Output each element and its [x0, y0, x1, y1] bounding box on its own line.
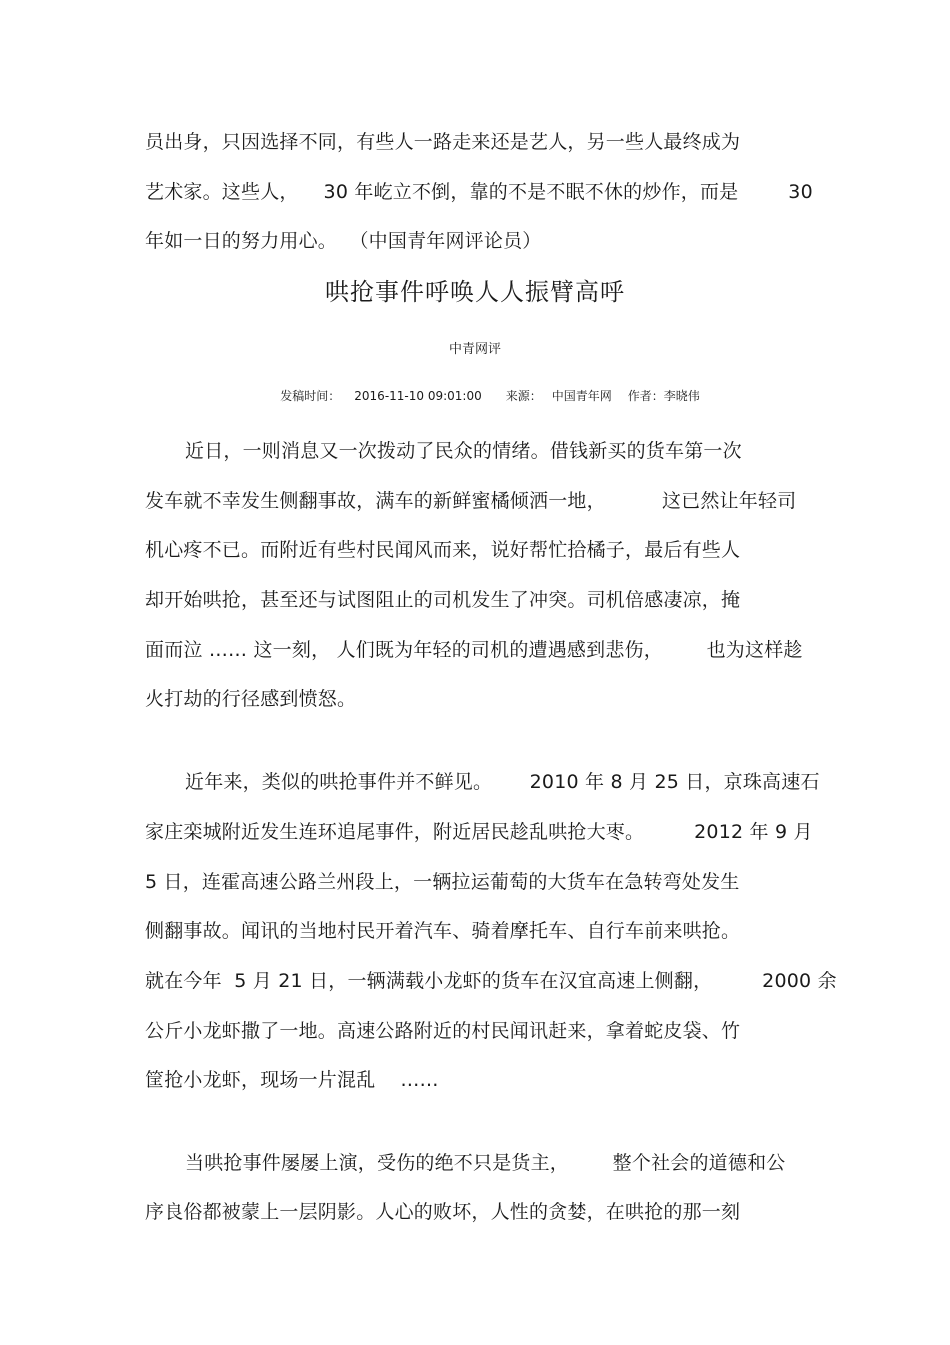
p2-line-2: 家庄栾城附近发生连环追尾事件，附近居民趁乱哄抢大枣。 2012 年 9 月 — [145, 821, 813, 843]
p2-line-3: 5 日，连霍高速公路兰州段上，一辆拉运葡萄的大货车在急转弯处发生 — [145, 871, 740, 893]
intro-line-2: 艺术家。这些人， 30 年屹立不倒，靠的不是不眠不休的炒作，而是 30 — [145, 181, 813, 203]
article-title: 哄抢事件呼唤人人振臂高呼 — [325, 278, 625, 306]
article-byline: 中青网评 — [448, 342, 501, 357]
p1-line-6: 火打劫的行径感到愤怒。 — [145, 688, 357, 710]
p3-line-2: 序良俗都被蒙上一层阴影。人心的败坏，人性的贪婪，在哄抢的那一刻 — [145, 1201, 741, 1223]
p1-line-1: 近日，一则消息又一次拨动了民众的情绪。借钱新买的货车第一次 — [185, 440, 742, 462]
meta-time-label: 发稿时间： — [280, 389, 341, 403]
p2-line-7: 筐抢小龙虾，现场一片混乱 …… — [145, 1069, 439, 1091]
p1-line-4: 却开始哄抢，甚至还与试图阻止的司机发生了冲突。司机倍感凄凉，掩 — [145, 589, 741, 611]
intro-line-3: 年如一日的努力用心。 （中国青年网评论员） — [145, 230, 542, 252]
meta-author-label: 作者： — [627, 389, 664, 403]
article-meta — [265, 372, 700, 420]
p2-line-5: 就在今年 5 月 21 日，一辆满载小龙虾的货车在汉宜高速上侧翻， 2000 余 — [145, 970, 837, 992]
p1-line-3: 机心疼不已。而附近有些村民闻风而来，说好帮忙拾橘子，最后有些人 — [145, 539, 741, 561]
meta-time-value: 2016-11-10 09:01:00 — [354, 389, 482, 403]
meta-source-label: 来源： — [505, 389, 542, 403]
p3-line-1: 当哄抢事件屡屡上演，受伤的绝不只是货主， 整个社会的道德和公 — [185, 1152, 786, 1174]
p2-line-4: 侧翻事故。闻讯的当地村民开着汽车、骑着摩托车、自行车前来哄抢。 — [145, 920, 741, 942]
p1-line-5: 面而泣 …… 这一刻， 人们既为年轻的司机的遭遇感到悲伤， 也为这样趁 — [145, 639, 803, 661]
intro-line-1: 员出身，只因选择不同，有些人一路走来还是艺人，另一些人最终成为 — [145, 131, 741, 153]
p2-line-6: 公斤小龙虾撒了一地。高速公路附近的村民闻讯赶来，拿着蛇皮袋、竹 — [145, 1020, 741, 1042]
p2-line-1: 近年来，类似的哄抢事件并不鲜见。 2010 年 8 月 25 日，京珠高速石 — [185, 771, 820, 793]
meta-author-value: 李晓伟 — [663, 389, 700, 403]
p1-line-2: 发车就不幸发生侧翻事故，满车的新鲜蜜橘倾洒一地， 这已然让年轻司 — [145, 490, 797, 512]
meta-source-value: 中国青年网 — [551, 389, 612, 403]
